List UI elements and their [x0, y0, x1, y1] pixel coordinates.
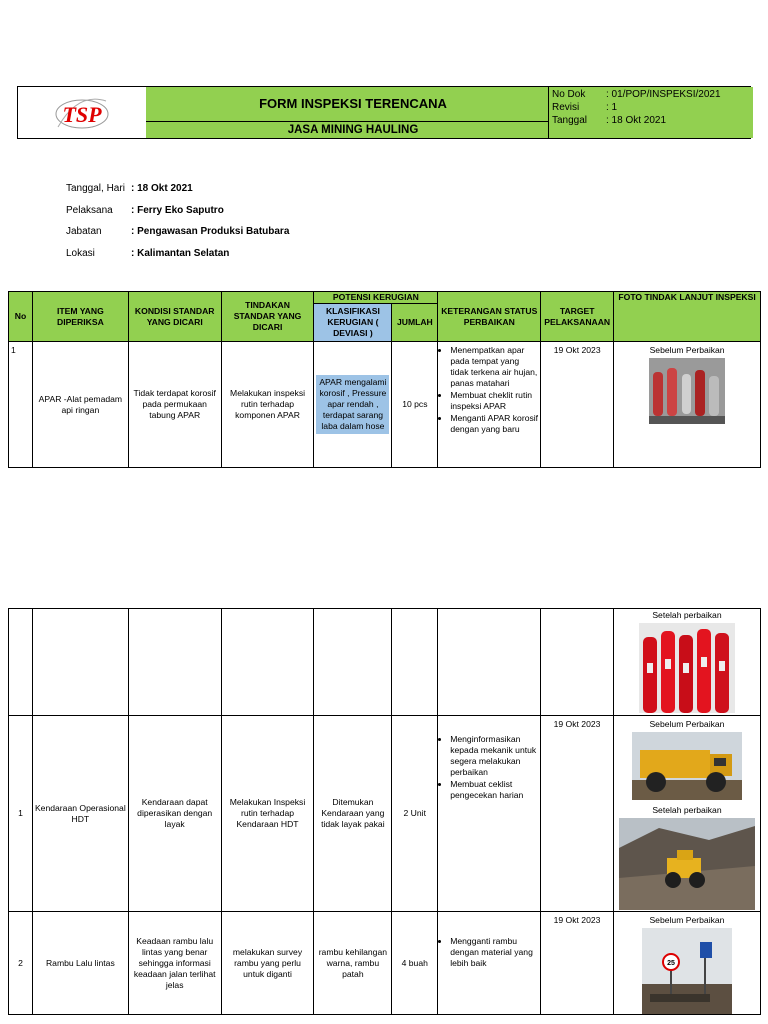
row-no: 1: [9, 716, 33, 912]
sign-number: 25: [667, 960, 675, 967]
form-header: [17, 86, 751, 139]
table-row: [9, 342, 761, 468]
dump-truck-before-photo: [632, 732, 742, 800]
row-foto: [613, 716, 760, 912]
list-item: • Membuat ceklist pengecekan harian: [450, 779, 538, 801]
row-target: 19 Okt 2023: [541, 716, 614, 912]
list-item: • Menginformasikan kepada mekanik untuk segera melakukan perbaikan: [450, 734, 538, 778]
info-key: Jabatan: [66, 226, 102, 237]
info-key: Lokasi: [66, 248, 95, 259]
inspection-table-1: [8, 291, 761, 468]
list-item: • Membuat cheklit rutin inspeksi APAR: [450, 390, 538, 412]
col-header-kondisi: KONDISI STANDAR YANG DICARI: [128, 292, 221, 342]
row-item: APAR -Alat pemadam api ringan: [32, 342, 128, 468]
info-value: : Pengawasan Produksi Batubara: [131, 226, 290, 237]
row-foto: [614, 342, 761, 468]
row-klasifikasi: rambu kehilangan warna, rambu patah: [314, 912, 392, 1015]
row-klasifikasi-cell: [314, 342, 392, 468]
row-item: Rambu Lalu lintas: [32, 912, 128, 1015]
col-header-target: TARGET PELAKSANAAN: [541, 292, 614, 342]
meta-key: Revisi: [552, 102, 580, 113]
meta-value: : 01/POP/INSPEKSI/2021: [606, 89, 721, 100]
col-header-klasifikasi: KLASIFIKASI KERUGIAN ( DEVIASI ): [314, 304, 392, 342]
list-item: • Mengganti rambu dengan material yang lebih baik: [450, 936, 538, 969]
row-no: 1: [9, 342, 33, 468]
row-target: 19 Okt 2023: [541, 912, 614, 1015]
inspection-table-2: [8, 608, 761, 1015]
row-jumlah: 10 pcs: [392, 342, 438, 468]
dump-truck-after-photo: [619, 818, 755, 910]
info-key: Pelaksana: [66, 205, 113, 216]
col-header-potensi: POTENSI KERUGIAN: [314, 292, 438, 304]
col-header-keterangan: KETERANGAN STATUS PERBAIKAN: [438, 292, 541, 342]
meta-value: : 1: [606, 102, 618, 113]
photo-label: Sebelum Perbaikan: [649, 915, 725, 925]
photo-label: Setelah perbaikan: [652, 805, 722, 815]
info-key: Tanggal, Hari: [66, 183, 125, 194]
table-row: [9, 716, 761, 912]
col-header-jumlah: JUMLAH: [392, 304, 438, 342]
row-keterangan: [438, 342, 541, 468]
list-item: • Menempatkan apar pada tempat yang tidak terkena air hujan, panas matahari: [450, 345, 538, 389]
row-tindakan: melakukan survey rambu yang perlu untuk diganti: [221, 912, 314, 1015]
extinguisher-before-photo: [649, 358, 725, 424]
row-keterangan: [438, 912, 541, 1015]
row-foto: [613, 912, 760, 1015]
col-header-no: No: [9, 292, 33, 342]
table-row: [9, 609, 761, 716]
info-value: : Kalimantan Selatan: [131, 248, 230, 259]
row-klasifikasi: APAR mengalami korosif , Pressure apar rendah , terdapat sarang laba dalam hose: [316, 375, 389, 434]
info-value: : Ferry Eko Saputro: [131, 205, 224, 216]
extinguisher-after-photo: [639, 623, 735, 713]
row-foto: [613, 609, 760, 716]
company-logo: [18, 87, 147, 138]
photo-label: Setelah perbaikan: [652, 610, 722, 620]
row-kondisi: Keadaan rambu lalu lintas yang benar sehingga informasi keadaan jalan terlihat jelas: [128, 912, 221, 1015]
list-item: • Menganti APAR korosif dengan yang baru: [450, 413, 538, 435]
row-klasifikasi: Ditemukan Kendaraan yang tidak layak pakai: [314, 716, 392, 912]
col-header-item: ITEM YANG DIPERIKSA: [32, 292, 128, 342]
row-keterangan: [438, 716, 541, 912]
row-target: 19 Okt 2023: [541, 342, 614, 468]
row-no: 2: [9, 912, 33, 1015]
logo-text: TSP: [62, 102, 102, 127]
col-header-tindakan: TINDAKAN STANDAR YANG DICARI: [221, 292, 314, 342]
meta-value: : 18 Okt 2021: [606, 115, 667, 126]
table-row: [9, 912, 761, 1015]
row-jumlah: 4 buah: [392, 912, 438, 1015]
photo-label: Sebelum Perbaikan: [649, 719, 725, 729]
form-title: FORM INSPEKSI TERENCANA: [146, 87, 561, 122]
row-tindakan: Melakukan Inspeksi rutin terhadap Kendaraan HDT: [221, 716, 314, 912]
row-kondisi: Tidak terdapat korosif pada permukaan tabung APAR: [128, 342, 221, 468]
form-subtitle: JASA MINING HAULING: [146, 122, 561, 138]
col-header-foto: FOTO TINDAK LANJUT INSPEKSI: [614, 292, 761, 342]
document-meta: [548, 87, 753, 138]
row-tindakan: Melakukan inspeksi rutin terhadap komponen APAR: [221, 342, 314, 468]
info-value: : 18 Okt 2021: [131, 183, 193, 194]
row-item: Kendaraan Operasional HDT: [32, 716, 128, 912]
row-kondisi: Kendaraan dapat diperasikan dengan layak: [128, 716, 221, 912]
meta-key: No Dok: [552, 89, 586, 100]
meta-key: Tanggal: [552, 115, 588, 126]
photo-label: Sebelum Perbaikan: [649, 345, 725, 355]
row-jumlah: 2 Unit: [392, 716, 438, 912]
road-sign-before-photo: [642, 928, 732, 1014]
